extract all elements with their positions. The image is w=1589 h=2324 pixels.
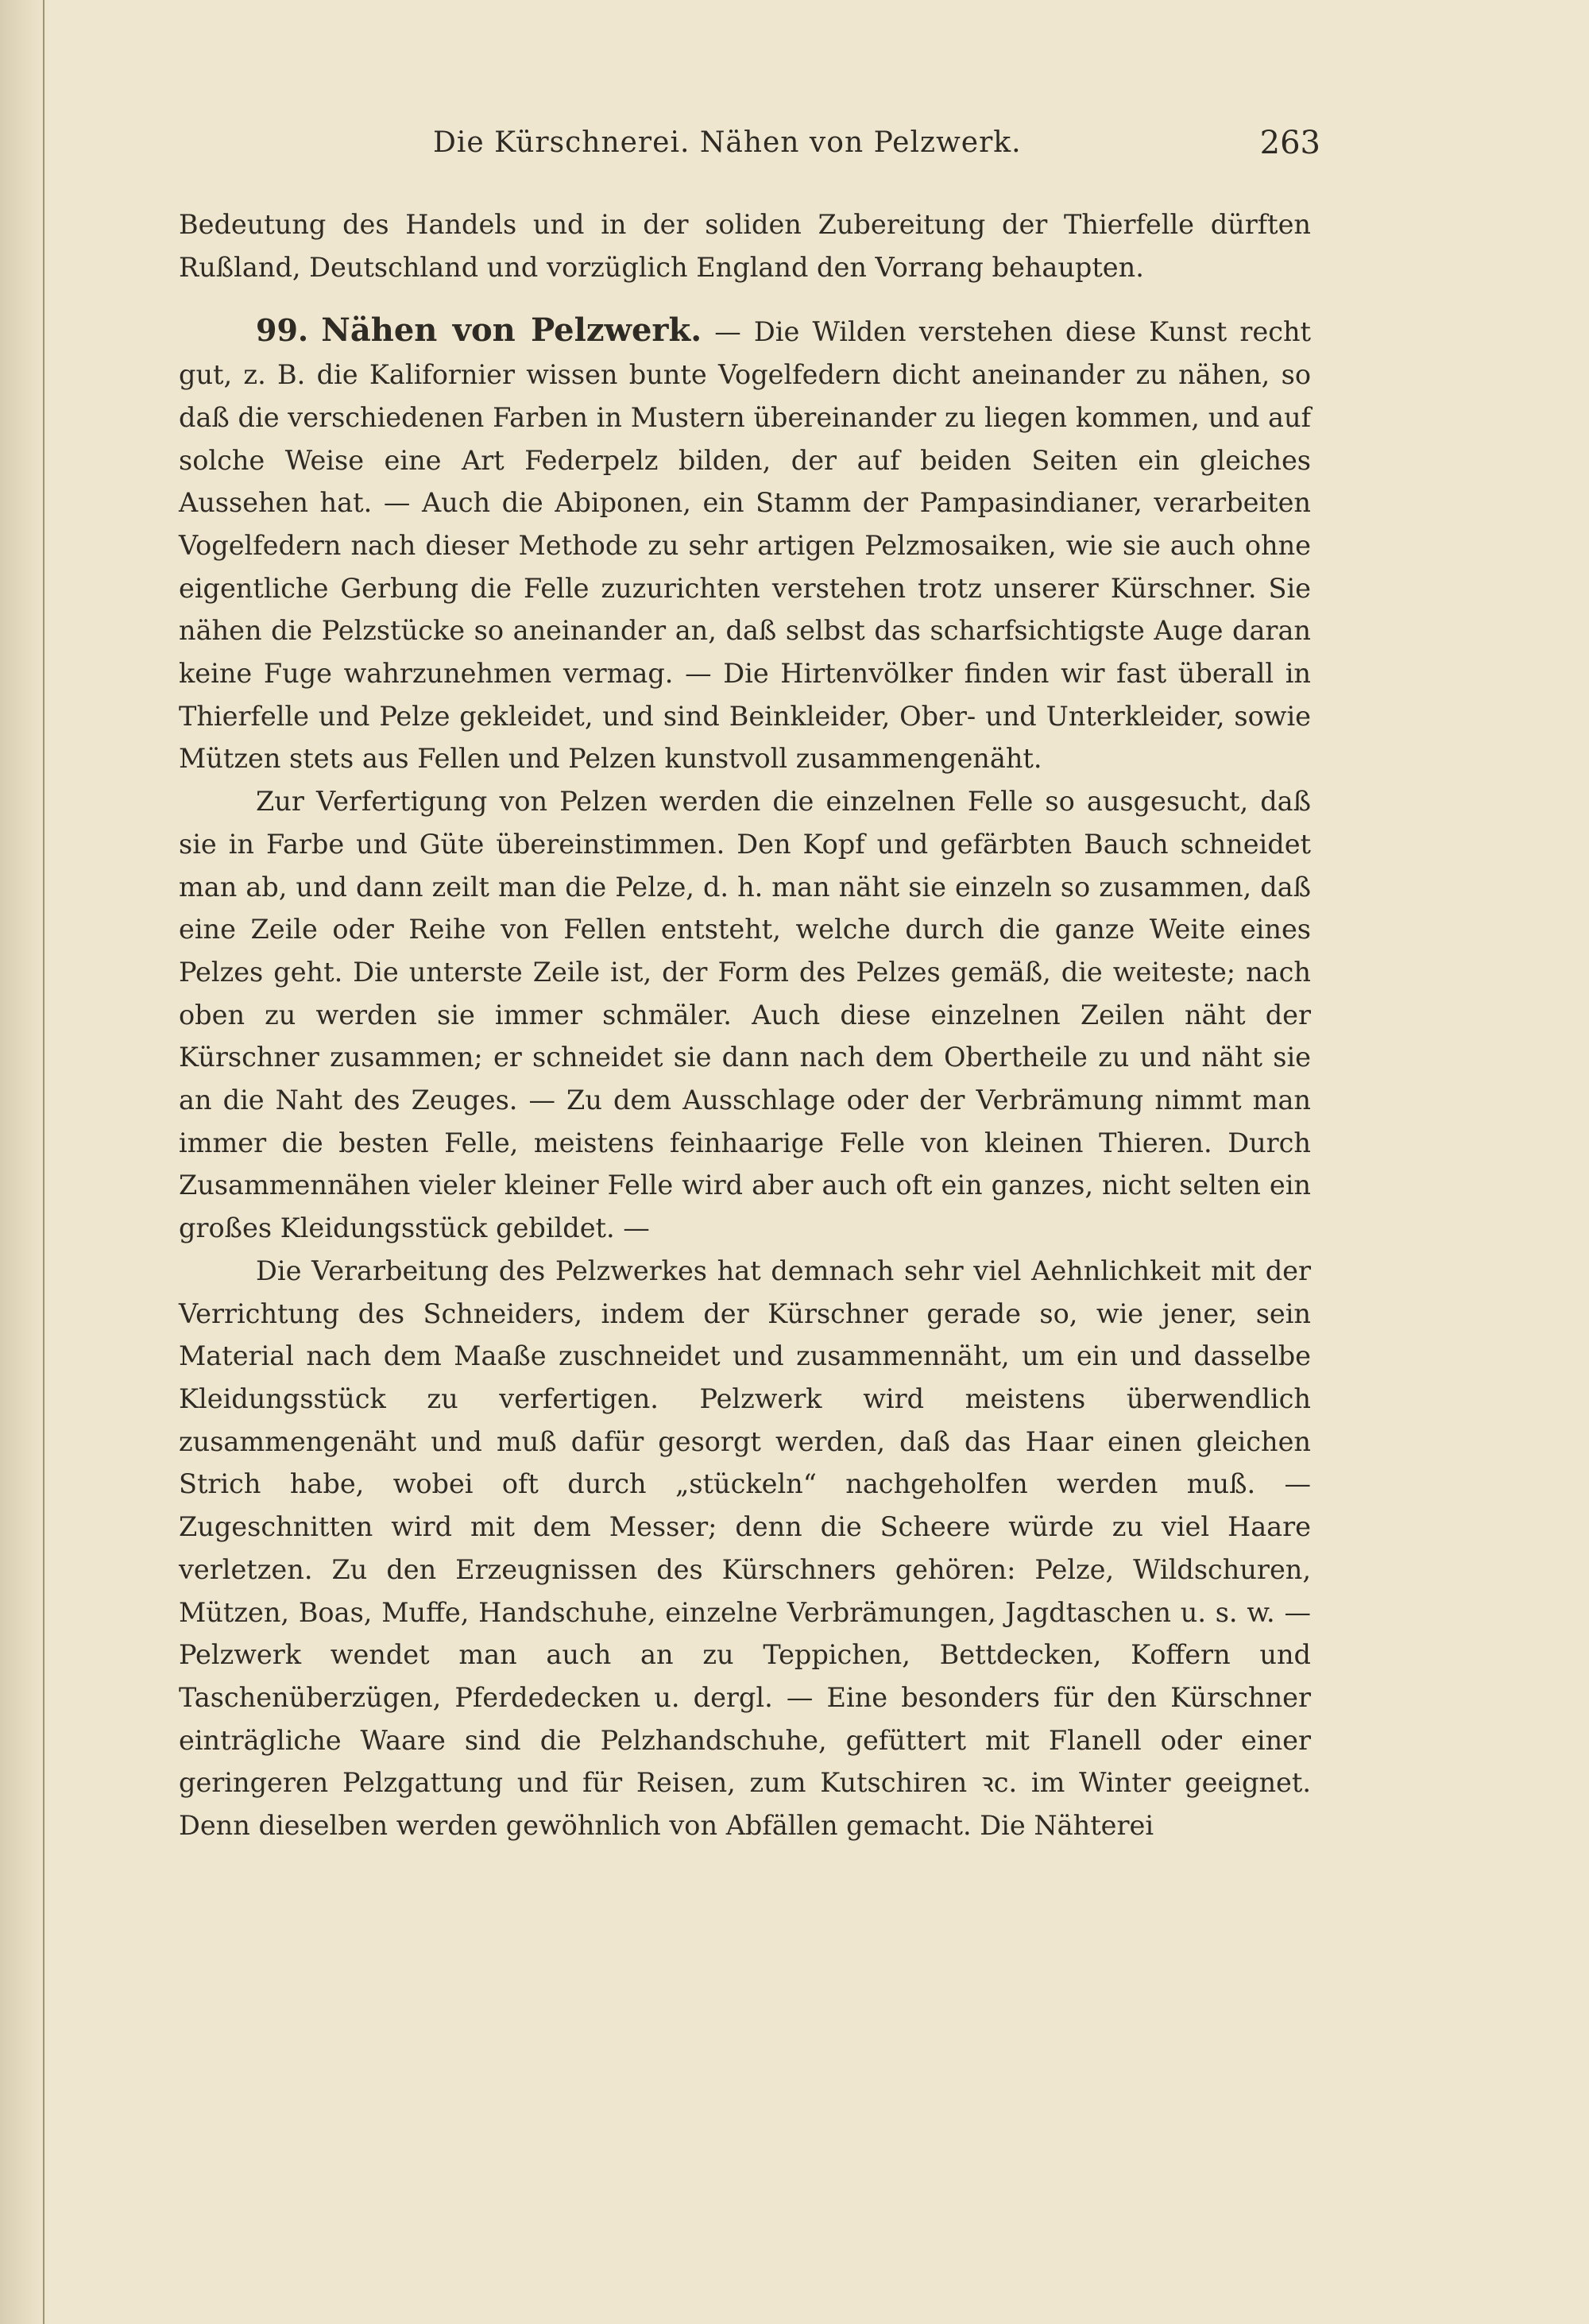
book-page: [179, 119, 1320, 1847]
book-gutter-line: [43, 0, 44, 2324]
section-paragraph-text: Die Wilden verstehen diese Kunst recht gut, z. B. die Kalifornier wissen bunte Vogelfedern dicht aneinander zu nähen, so daß die verschiedenen Farben in Mustern übereinander zu liegen kommen, und auf solche Weise eine Art Federpelz bilden, der auf beiden Seiten ein gleiches Aussehen hat. — Auch die Abiponen, ein Stamm der Pampasindianer, verarbeiten Vogelfedern nach dieser Methode zu sehr artigen Pelzmosaiken, wie sie auch ohne eigentliche Gerbung die Felle zuzurichten verstehen trotz unserer Kürschner. Sie nähen die Pelzstücke so aneinander an, daß selbst das scharfsichtigste Auge daran keine Fuge wahrzunehmen vermag. — Die Hirtenvölker finden wir fast überall in Thierfelle und Pelze gekleidet, und sind Beinkleider, Ober- und Unterkleider, sowie Mützen stets aus Fellen und Pelzen kunstvoll zusammengenäht.: [179, 316, 1312, 775]
section-heading: Nähen von Pelzwerk.: [321, 311, 702, 350]
paragraph: Die Verarbeitung des Pelzwerkes hat demnach sehr viel Aehnlichkeit mit der Verrichtung des Schneiders, indem der Kürschner gerade so, wie jener, sein Material nach dem Maaße zuschneidet und zusammennäht, um ein und dasselbe Kleidungsstück zu verfertigen. Pelzwerk wird meistens überwendlich zusammengenäht und muß dafür gesorgt werden, daß das Haar einen gleichen Strich habe, wobei oft durch „stückeln“ nachgeholfen werden muß. — Zugeschnitten wird mit dem Messer; denn die Scheere würde zu viel Haare verletzen. Zu den Erzeugnissen des Kürschners gehören: Pelze, Wildschuren, Mützen, Boas, Muffe, Handschuhe, einzelne Verbrämungen, Jagdtaschen u. s. w. — Pelzwerk wendet man auch an zu Teppichen, Bettdecken, Koffern und Taschenüberzügen, Pferdedecken u. dergl. — Eine besonders für den Kürschner einträgliche Waare sind die Pelzhandschuhe, gefüttert mit Flanell oder einer geringeren Pelzgattung und für Reisen, zum Kutschiren ꝛc. im Winter geeignet. Denn dieselben werden gewöhnlich von Abfällen gemacht. Die Nähterei: [179, 1255, 1311, 1842]
paragraph: Zur Verfertigung von Pelzen werden die einzelnen Felle so ausgesucht, daß sie in Farbe und Güte übereinstimmen. Den Kopf und gefärbten Bauch schneidet man ab, und dann zeilt man die Pelze, d. h. man näht sie einzeln so zusammen, daß eine Zeile oder Reihe von Fellen entsteht, welche durch die ganze Weite eines Pelzes geht. Die unterste Zeile ist, der Form des Pelzes gemäß, die weiteste; nach oben zu werden sie immer schmäler. Auch diese einzelnen Zeilen näht der Kürschner zusammen; er schneidet sie dann nach dem Obertheile zu und näht sie an die Naht des Zeuges. — Zu dem Ausschlage oder der Verbrämung nimmt man immer die besten Felle, meistens feinhaarige Felle von kleinen Thieren. Durch Zusammennähen vieler kleiner Felle wird aber auch oft ein ganzes, nicht selten ein großes Kleidungsstück gebildet. —: [179, 786, 1311, 1244]
book-binding-shadow: [0, 0, 49, 2324]
section-dash: —: [714, 316, 741, 348]
section-paragraph: [179, 309, 1311, 780]
page-header: [179, 119, 1320, 167]
section-number: 99.: [256, 312, 309, 349]
paragraph-continuation: Bedeutung des Handels und in der soliden Zubereitung der Thierfelle dürften Rußland, Deutschland und vorzüglich England den Vorrang behaupten.: [179, 209, 1311, 283]
running-head: Die Kürschnerei. Nähen von Pelzwerk.: [433, 126, 1022, 159]
page-number: 263: [1259, 125, 1320, 161]
body-text: [179, 203, 1311, 1847]
